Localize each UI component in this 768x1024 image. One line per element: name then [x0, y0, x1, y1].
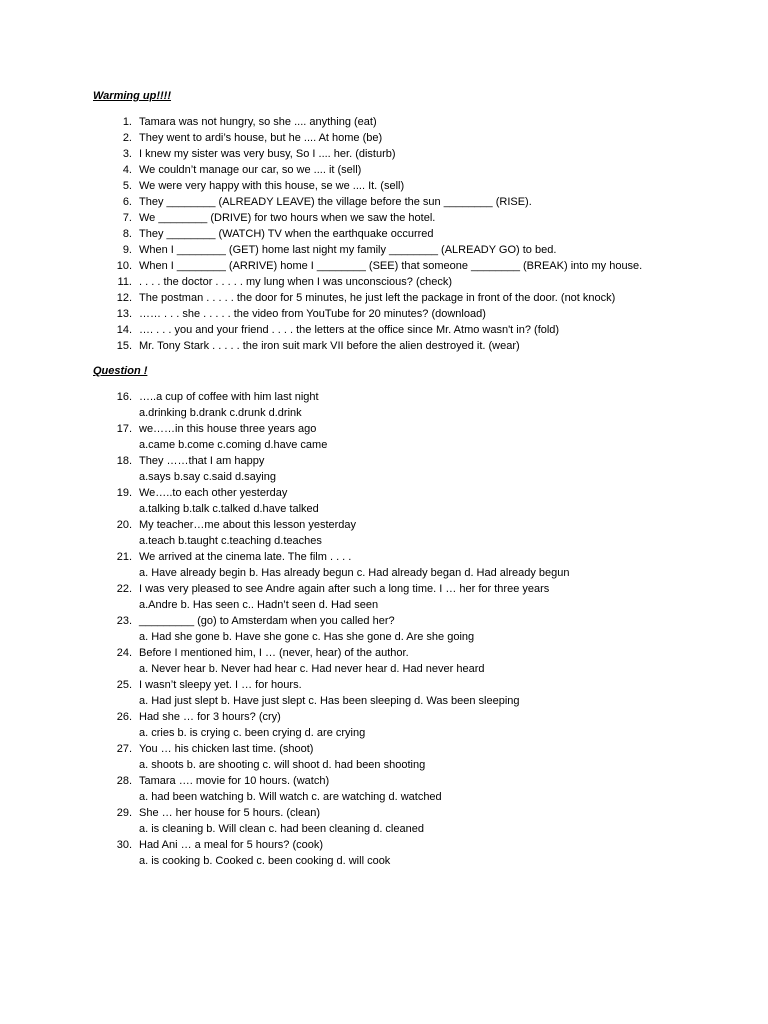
answer-options: a.Andre b. Has seen c.. Hadn’t seen d. Had seen	[139, 599, 379, 611]
item-number: 24.	[116, 647, 132, 659]
item-text: …. . . . you and your friend . . . . the letters at the office since Mr. Atmo wasn't in? (fold)	[139, 324, 560, 336]
item-number: 4.	[122, 164, 132, 176]
question-text: We…..to each other yesterday	[139, 487, 288, 499]
item-number: 6.	[122, 196, 132, 208]
item-number: 5.	[122, 180, 132, 192]
item-number: 8.	[122, 228, 132, 240]
item-text: They ________ (WATCH) TV when the earthquake occurred	[139, 228, 434, 240]
question-text: Had Ani … a meal for 5 hours? (cook)	[139, 839, 324, 851]
item-text: …… . . . she . . . . . the video from YouTube for 20 minutes? (download)	[139, 308, 486, 320]
item-number: 29.	[116, 807, 132, 819]
item-number: 18.	[116, 455, 132, 467]
item-number: 12.	[116, 292, 132, 304]
question-text: I wasn’t sleepy yet. I … for hours.	[139, 679, 302, 691]
answer-options: a. is cooking b. Cooked c. been cooking d. will cook	[139, 855, 391, 867]
question-text: They ……that I am happy	[139, 455, 265, 467]
item-number: 10.	[116, 260, 132, 272]
question-text: I was very pleased to see Andre again after such a long time. I … her for three years	[139, 583, 550, 595]
item-number: 25.	[116, 679, 132, 691]
item-text: We couldn’t manage our car, so we .... it (sell)	[139, 164, 362, 176]
item-text: Tamara was not hungry, so she .... anything (eat)	[139, 116, 377, 128]
item-text: They ________ (ALREADY LEAVE) the village before the sun ________ (RISE).	[139, 196, 532, 208]
answer-options: a. had been watching b. Will watch c. are watching d. watched	[139, 791, 442, 803]
warming-up-heading: Warming up!!!!	[93, 90, 172, 102]
answer-options: a. cries b. is crying c. been crying d. are crying	[139, 727, 366, 739]
item-number: 30.	[116, 839, 132, 851]
item-number: 28.	[116, 775, 132, 787]
item-text: The postman . . . . . the door for 5 minutes, he just left the package in front of the door. (not knock)	[139, 292, 616, 304]
question-text: Had she … for 3 hours? (cry)	[139, 711, 281, 723]
question-text: We arrived at the cinema late. The film . . . .	[139, 551, 352, 563]
item-number: 14.	[116, 324, 132, 336]
item-number: 13.	[116, 308, 132, 320]
question-text: You … his chicken last time. (shoot)	[139, 743, 314, 755]
item-number: 27.	[116, 743, 132, 755]
question-text: Before I mentioned him, I … (never, hear) of the author.	[139, 647, 409, 659]
item-text: We were very happy with this house, se we .... It. (sell)	[139, 180, 405, 192]
answer-options: a. Had just slept b. Have just slept c. Has been sleeping d. Was been sleeping	[139, 695, 520, 707]
question-text: She … her house for 5 hours. (clean)	[139, 807, 320, 819]
answer-options: a. is cleaning b. Will clean c. had been cleaning d. cleaned	[139, 823, 424, 835]
answer-options: a.came b.come c.coming d.have came	[139, 439, 328, 451]
item-number: 16.	[116, 391, 132, 403]
item-number: 1.	[122, 116, 132, 128]
item-text: I knew my sister was very busy, So I .... her. (disturb)	[139, 148, 396, 160]
item-number: 19.	[116, 487, 132, 499]
item-number: 15.	[116, 340, 132, 352]
answer-options: a. Have already begin b. Has already begun c. Had already began d. Had already begun	[139, 567, 570, 579]
item-number: 21.	[116, 551, 132, 563]
answer-options: a.teach b.taught c.teaching d.teaches	[139, 535, 322, 547]
item-text: Mr. Tony Stark . . . . . the iron suit mark VII before the alien destroyed it. (wear)	[139, 340, 520, 352]
item-number: 26.	[116, 711, 132, 723]
answer-options: a. shoots b. are shooting c. will shoot d. had been shooting	[139, 759, 426, 771]
question-text: Tamara …. movie for 10 hours. (watch)	[139, 775, 330, 787]
question-text: we……in this house three years ago	[139, 423, 317, 435]
item-number: 22.	[116, 583, 132, 595]
question-text: …..a cup of coffee with him last night	[139, 391, 319, 403]
answer-options: a. Had she gone b. Have she gone c. Has she gone d. Are she going	[139, 631, 475, 643]
item-text: When I ________ (GET) home last night my family ________ (ALREADY GO) to bed.	[139, 244, 557, 256]
item-number: 3.	[122, 148, 132, 160]
item-number: 17.	[116, 423, 132, 435]
item-number: 2.	[122, 132, 132, 144]
item-number: 9.	[122, 244, 132, 256]
item-number: 20.	[116, 519, 132, 531]
item-text: We ________ (DRIVE) for two hours when we saw the hotel.	[139, 212, 436, 224]
answer-options: a.drinking b.drank c.drunk d.drink	[139, 407, 302, 419]
question-heading: Question !	[93, 365, 148, 377]
answer-options: a.says b.say c.said d.saying	[139, 471, 276, 483]
item-text: When I ________ (ARRIVE) home I ________ (SEE) that someone ________ (BREAK) into my house.	[139, 260, 643, 272]
item-number: 23.	[116, 615, 132, 627]
item-number: 7.	[122, 212, 132, 224]
item-number: 11.	[117, 276, 132, 288]
question-text: _________ (go) to Amsterdam when you called her?	[139, 615, 395, 627]
item-text: . . . . the doctor . . . . . my lung when I was unconscious? (check)	[139, 276, 453, 288]
question-text: My teacher…me about this lesson yesterday	[139, 519, 357, 531]
item-text: They went to ardi’s house, but he .... At home (be)	[139, 132, 383, 144]
answer-options: a. Never hear b. Never had hear c. Had never hear d. Had never heard	[139, 663, 485, 675]
answer-options: a.talking b.talk c.talked d.have talked	[139, 503, 319, 515]
